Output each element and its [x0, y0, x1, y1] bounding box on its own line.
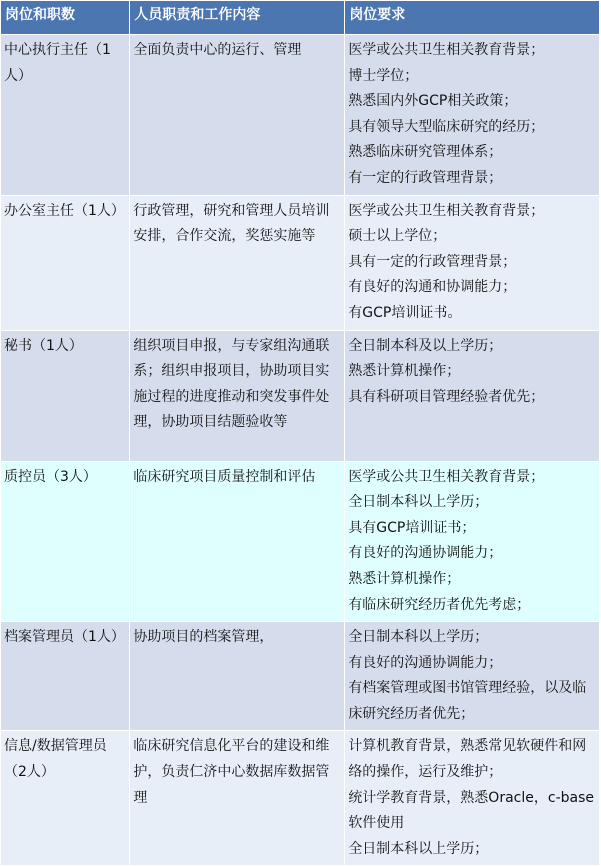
requirement-line: 有良好的沟通协调能力；: [348, 545, 503, 562]
requirement-line: 有一定的行政管理背景；: [348, 169, 503, 186]
requirement-line: 全日制本科以上学历；: [348, 629, 489, 646]
table-header-row: [1, 1, 600, 35]
table-row: [1, 330, 600, 461]
table-row: [1, 731, 600, 866]
requirement-line: 全日制本科以上学历；: [348, 494, 489, 511]
cell-duty: 全面负责中心的运行、管理: [130, 35, 345, 196]
header-requirements: 岗位要求: [345, 1, 600, 35]
requirement-line: 有GCP培训证书。: [348, 304, 462, 321]
cell-role: 质控员（3人）: [1, 461, 130, 622]
requirement-line: 有档案管理或图书馆管理经验，以及临床研究经历者优先；: [348, 680, 587, 722]
requirement-line: 有临床研究经历者优先考虑；: [348, 596, 531, 613]
cell-requirements: [345, 731, 600, 866]
cell-duty: 协助项目的档案管理，: [130, 622, 345, 731]
table-row: [1, 195, 600, 330]
cell-duty: 临床研究项目质量控制和评估: [130, 461, 345, 622]
requirement-line: 全日制本科及以上学历；: [348, 337, 503, 354]
requirement-line: 计算机教育背景，熟悉常见软硬件和网络的操作，运行及维护；: [348, 738, 587, 781]
header-duty: 人员职责和工作内容: [130, 1, 345, 35]
cell-requirements: [345, 622, 600, 731]
requirement-line: 具有领导大型临床研究的经历；: [348, 118, 545, 135]
requirement-line: 熟悉国内外GCP相关政策；: [348, 93, 518, 110]
requirement-line: 具有GCP培训证书；: [348, 519, 476, 536]
table-row: [1, 35, 600, 196]
cell-role: 信息/数据管理员（2人）: [1, 731, 130, 866]
requirement-line: 熟悉计算机操作；: [348, 570, 461, 587]
cell-duty: 行政管理，研究和管理人员培训安排，合作交流，奖惩实施等: [130, 195, 345, 330]
requirement-line: 统计学教育背景，熟悉Oracle，c-base软件使用: [348, 789, 594, 832]
requirement-line: 硕士以上学位；: [348, 228, 447, 245]
table-row: [1, 622, 600, 731]
cell-duty: 组织项目申报，与专家组沟通联系；组织申报项目，协助项目实施过程的进度推动和突发事件处理，协助项目结题验收等: [130, 330, 345, 461]
cell-requirements: [345, 35, 600, 196]
requirement-line: 医学或公共卫生相关教育背景；: [348, 468, 545, 485]
cell-requirements: [345, 461, 600, 622]
requirement-line: 熟悉计算机操作；: [348, 363, 461, 380]
requirement-line: 医学或公共卫生相关教育背景；: [348, 42, 545, 58]
cell-duty: 临床研究信息化平台的建设和维护，负责仁济中心数据库数据管理: [130, 731, 345, 866]
header-role: 岗位和职数: [1, 1, 130, 35]
cell-role: 秘书（1人）: [1, 330, 130, 461]
requirement-line: 具有一定的行政管理背景；: [348, 253, 517, 270]
requirement-line: 医学或公共卫生相关教育背景；: [348, 202, 545, 219]
requirement-line: 有良好的沟通和协调能力；: [348, 279, 517, 296]
cell-requirements: [345, 330, 600, 461]
requirement-line: 熟悉临床研究管理体系；: [348, 144, 503, 161]
cell-role: 办公室主任（1人）: [1, 195, 130, 330]
requirement-line: 有良好的沟通协调能力；: [348, 654, 503, 671]
table-row: [1, 461, 600, 622]
requirement-line: 博士学位；: [348, 67, 419, 84]
cell-role: 档案管理员（1人）: [1, 622, 130, 731]
requirement-line: 具有科研项目管理经验者优先；: [348, 388, 545, 405]
cell-requirements: [345, 195, 600, 330]
requirement-line: 全日制本科以上学历；: [348, 840, 489, 857]
cell-role: 中心执行主任（1人）: [1, 35, 130, 196]
